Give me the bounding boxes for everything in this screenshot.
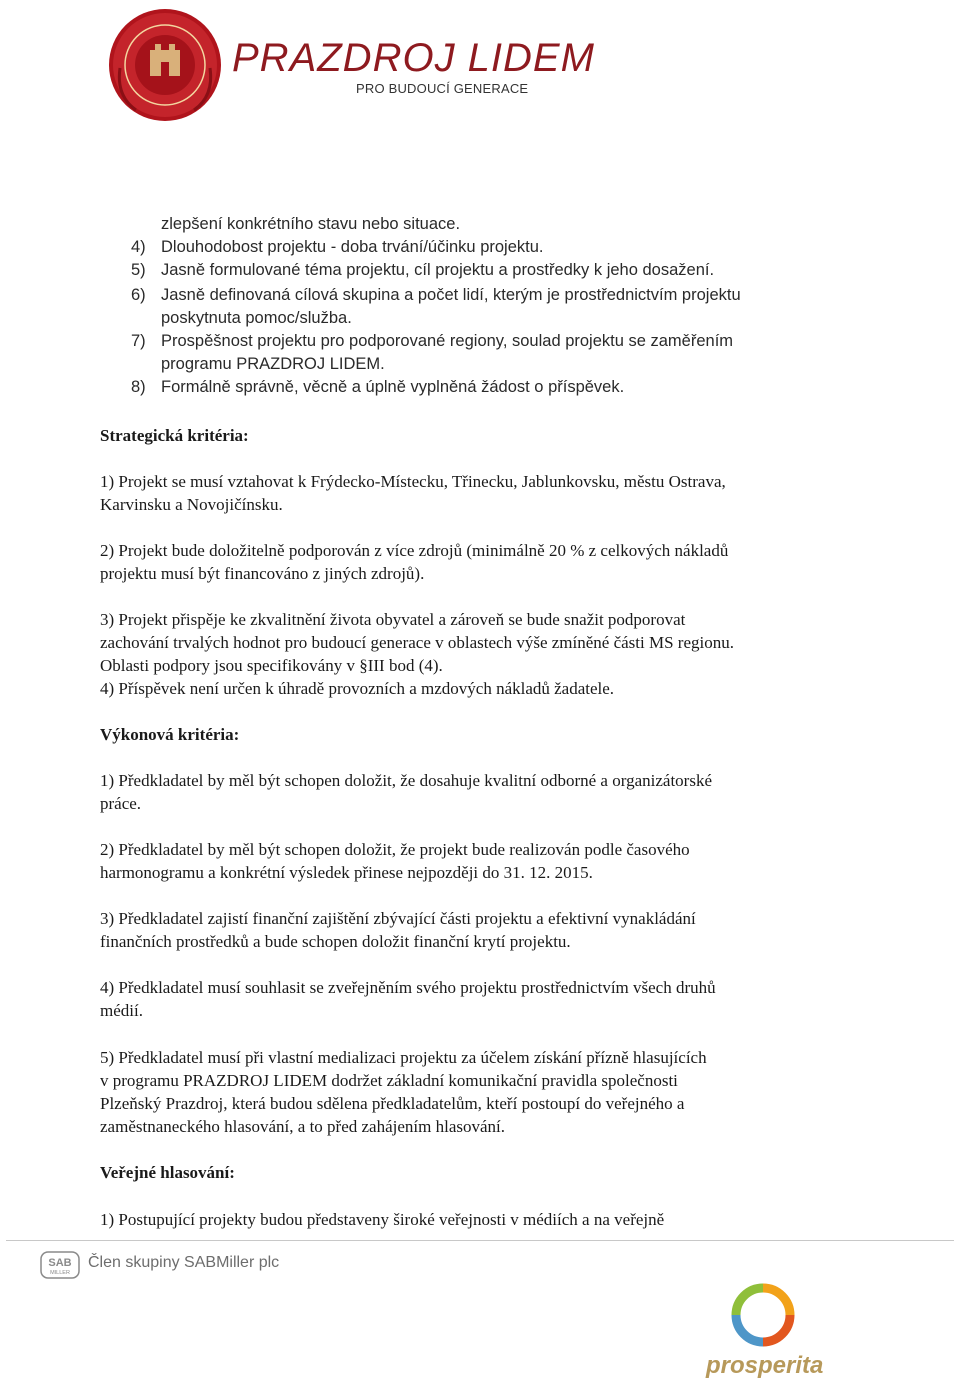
list-item-number: 8) <box>131 378 146 396</box>
list-item-number: 5) <box>131 261 146 279</box>
list-item-text: poskytnuta pomoc/služba. <box>161 309 352 327</box>
list-item-text: Jasně definovaná cílová skupina a počet lidí, kterým je prostřednictvím projektu <box>161 286 741 304</box>
paragraph-line: práce. <box>100 794 142 813</box>
prosperita-wordmark: prosperita <box>706 1352 824 1379</box>
list-item-text: Formálně správně, věcně a úplně vyplněná žádost o příspěvek. <box>161 378 625 396</box>
paragraph-line: zaměstnaneckého hlasování, a to před zahájením hlasování. <box>100 1117 506 1136</box>
paragraph-line: 1) Postupující projekty budou představeny široké veřejnosti v médiích a na veřejně <box>100 1210 665 1229</box>
plzensky-prazdroj-seal-logo <box>106 6 224 124</box>
list-item <box>131 259 714 282</box>
member-of-group-text: Člen skupiny SABMiller plc <box>88 1254 280 1271</box>
list-item <box>131 236 543 259</box>
paragraph-line: 3) Projekt přispěje ke zkvalitnění života obyvatel a zároveň se bude snažit podporovat <box>100 610 686 629</box>
paragraph-line: finančních prostředků a bude schopen doložit finanční krytí projektu. <box>100 932 571 951</box>
sab-logo-subtext: MILLER <box>50 1270 70 1276</box>
sabmiller-logo <box>40 1251 80 1279</box>
list-item-text: programu PRAZDROJ LIDEM. <box>161 355 385 373</box>
paragraph-line: 2) Projekt bude doložitelně podporován z více zdrojů (minimálně 20 % z celkových nákladů <box>100 541 729 560</box>
list-continuation: zlepšení konkrétního stavu nebo situace. <box>161 215 461 233</box>
list-item-number: 4) <box>131 238 146 256</box>
paragraph-line: Karvinsku a Novojičínsku. <box>100 495 283 514</box>
list-item <box>131 330 733 353</box>
paragraph-line: v programu PRAZDROJ LIDEM dodržet základní komunikační pravidla společnosti <box>100 1071 678 1090</box>
paragraph-line: 5) Předkladatel musí při vlastní medializaci projektu za účelem získání přízně hlasujících <box>100 1048 707 1067</box>
footer-divider <box>6 1240 954 1241</box>
strategic-heading: Strategická kritéria: <box>100 426 249 445</box>
paragraph-line: 1) Předkladatel by měl být schopen doložit, že dosahuje kvalitní odborné a organizátorské <box>100 771 712 790</box>
list-item-number: 6) <box>131 286 146 304</box>
paragraph-line: Oblasti podpory jsou specifikovány v §III bod (4). <box>100 656 443 675</box>
paragraph-line: projektu musí být financováno z jiných zdrojů). <box>100 564 425 583</box>
paragraph-line: zachování trvalých hodnot pro budoucí generace v oblastech výše zmíněné části MS regionu. <box>100 633 734 652</box>
list-item <box>131 284 741 307</box>
performance-heading: Výkonová kritéria: <box>100 725 240 744</box>
prosperita-circle-logo <box>730 1282 796 1348</box>
sab-logo-text: SAB <box>48 1257 72 1269</box>
list-item-text: Dlouhodobost projektu - doba trvání/účinku projektu. <box>161 238 544 256</box>
list-item-number: 7) <box>131 332 146 350</box>
list-item <box>131 376 624 399</box>
paragraph-line: 4) Předkladatel musí souhlasit se zveřejněním svého projektu prostřednictvím všech druhů <box>100 978 716 997</box>
paragraph-line: 3) Předkladatel zajistí finanční zajištění zbývající části projektu a efektivní vynakládání <box>100 909 696 928</box>
paragraph-line: Plzeňský Prazdroj, která budou sdělena předkladatelům, kteří postoupí do veřejného a <box>100 1094 685 1113</box>
paragraph-line: 4) Příspěvek není určen k úhradě provozních a mzdových nákladů žadatele. <box>100 679 615 698</box>
paragraph-line: 2) Předkladatel by měl být schopen doložit, že projekt bude realizován podle časového <box>100 840 690 859</box>
brand-title: PRAZDROJ LIDEM <box>232 36 595 80</box>
brand-subtitle: PRO BUDOUCÍ GENERACE <box>356 81 529 96</box>
paragraph-line: médií. <box>100 1001 143 1020</box>
paragraph-line: harmonogramu a konkrétní výsledek přinese nejpozději do 31. 12. 2015. <box>100 863 593 882</box>
paragraph-line: 1) Projekt se musí vztahovat k Frýdecko-Místecku, Třinecku, Jablunkovsku, městu Ostrava, <box>100 472 726 491</box>
list-item-text: Prospěšnost projektu pro podporované regiony, soulad projektu se zaměřením <box>161 332 734 350</box>
voting-heading: Veřejné hlasování: <box>100 1163 235 1182</box>
list-item-text: Jasně formulované téma projektu, cíl projektu a prostředky k jeho dosažení. <box>161 261 715 279</box>
